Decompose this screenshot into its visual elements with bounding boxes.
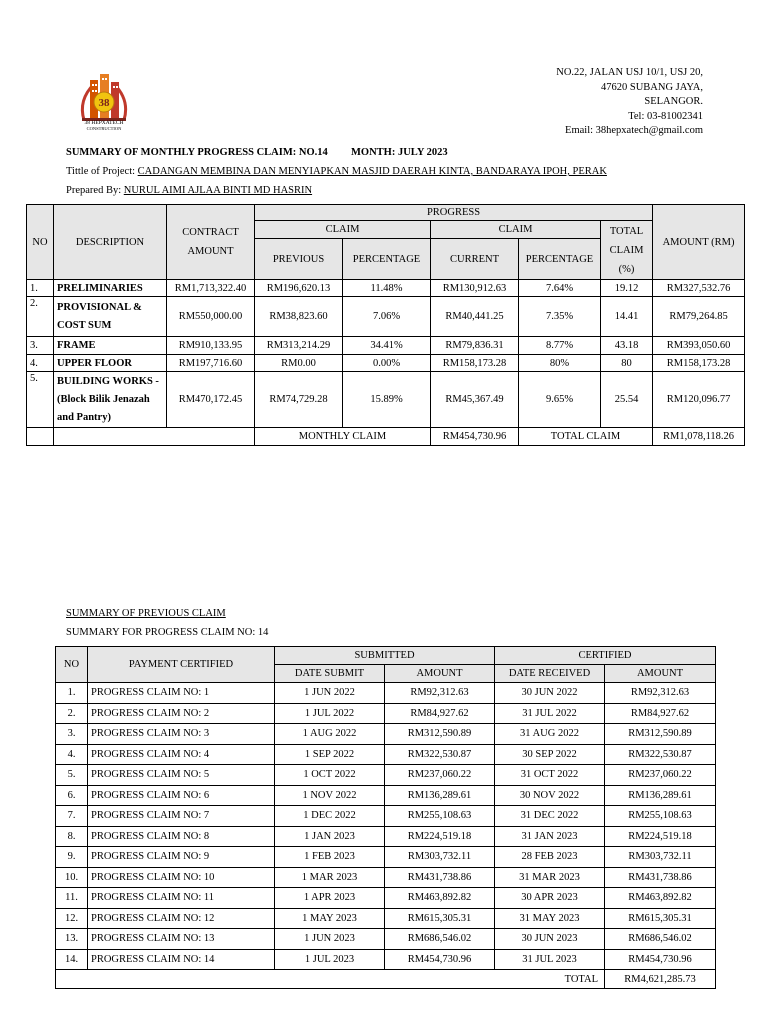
row-date-received: 31 DEC 2022 xyxy=(495,806,605,827)
row-certified-amount: RM454,730.96 xyxy=(605,949,716,970)
row-date-received: 30 APR 2023 xyxy=(495,888,605,909)
row-total-pct: 25.54 xyxy=(601,372,653,428)
row-current-pct: 8.77% xyxy=(519,337,601,355)
row-contract: RM550,000.00 xyxy=(167,297,255,337)
table-row xyxy=(27,372,745,428)
total-claim-label: TOTAL CLAIM xyxy=(519,428,653,446)
table-row xyxy=(56,929,716,950)
table-row xyxy=(56,826,716,847)
row-no: 5. xyxy=(27,372,54,428)
header-amount: AMOUNT (RM) xyxy=(653,205,745,280)
row-previous-pct: 34.41% xyxy=(343,337,431,355)
row-no: 9. xyxy=(56,847,88,868)
header-claim-previous-group: CLAIM xyxy=(255,221,431,239)
row-date-submit: 1 MAY 2023 xyxy=(275,908,385,929)
row-no: 2. xyxy=(56,703,88,724)
svg-text:38: 38 xyxy=(98,97,110,109)
header-submitted-amount: AMOUNT xyxy=(385,665,495,683)
table-row xyxy=(56,867,716,888)
total-label: TOTAL xyxy=(56,970,605,989)
row-date-received: 30 NOV 2022 xyxy=(495,785,605,806)
row-payment-name: PROGRESS CLAIM NO: 3 xyxy=(88,724,275,745)
row-current: RM40,441.25 xyxy=(431,297,519,337)
row-payment-name: PROGRESS CLAIM NO: 7 xyxy=(88,806,275,827)
row-previous: RM313,214.29 xyxy=(255,337,343,355)
row-contract: RM470,172.45 xyxy=(167,372,255,428)
prepared-line xyxy=(66,185,312,196)
row-date-received: 30 SEP 2022 xyxy=(495,744,605,765)
header-previous-percentage: PERCENTAGE xyxy=(343,239,431,280)
row-submitted-amount: RM312,590.89 xyxy=(385,724,495,745)
table-row xyxy=(56,847,716,868)
row-amount: RM120,096.77 xyxy=(653,372,745,428)
table-row xyxy=(27,280,745,297)
row-date-submit: 1 JUN 2022 xyxy=(275,683,385,704)
table-footer-row xyxy=(27,428,745,446)
logo-caption xyxy=(72,120,136,132)
previous-claim-subtitle: SUMMARY FOR PROGRESS CLAIM NO: 14 xyxy=(66,627,269,638)
summary-title-line xyxy=(66,147,448,158)
row-date-submit: 1 OCT 2022 xyxy=(275,765,385,786)
row-description: PRELIMINARIES xyxy=(54,280,167,297)
summary-title: SUMMARY OF MONTHLY PROGRESS CLAIM: NO.14 xyxy=(66,147,328,158)
row-date-submit: 1 MAR 2023 xyxy=(275,867,385,888)
row-payment-name: PROGRESS CLAIM NO: 12 xyxy=(88,908,275,929)
row-current: RM79,836.31 xyxy=(431,337,519,355)
row-certified-amount: RM615,305.31 xyxy=(605,908,716,929)
row-no: 2. xyxy=(27,297,54,337)
company-address xyxy=(556,66,703,139)
row-date-received: 28 FEB 2023 xyxy=(495,847,605,868)
header-previous: PREVIOUS xyxy=(255,239,343,280)
table-row xyxy=(56,765,716,786)
row-date-submit: 1 SEP 2022 xyxy=(275,744,385,765)
row-date-received: 31 OCT 2022 xyxy=(495,765,605,786)
row-submitted-amount: RM303,732.11 xyxy=(385,847,495,868)
prepared-label: Prepared By: xyxy=(66,185,124,196)
previous-claim-table xyxy=(55,646,716,989)
row-certified-amount: RM303,732.11 xyxy=(605,847,716,868)
row-previous-pct: 11.48% xyxy=(343,280,431,297)
table-row xyxy=(56,744,716,765)
row-no: 3. xyxy=(27,337,54,355)
row-no: 5. xyxy=(56,765,88,786)
header-contract-amount: CONTRACT AMOUNT xyxy=(167,205,255,280)
row-date-submit: 1 JAN 2023 xyxy=(275,826,385,847)
table-row xyxy=(27,297,745,337)
row-payment-name: PROGRESS CLAIM NO: 4 xyxy=(88,744,275,765)
header-submitted: SUBMITTED xyxy=(275,647,495,665)
row-payment-name: PROGRESS CLAIM NO: 13 xyxy=(88,929,275,950)
row-certified-amount: RM322,530.87 xyxy=(605,744,716,765)
row-submitted-amount: RM454,730.96 xyxy=(385,949,495,970)
row-no: 8. xyxy=(56,826,88,847)
row-no: 1. xyxy=(56,683,88,704)
row-payment-name: PROGRESS CLAIM NO: 1 xyxy=(88,683,275,704)
progress-claim-table xyxy=(26,204,745,446)
header-total-claim: TOTAL CLAIM (%) xyxy=(601,221,653,280)
table-total-row xyxy=(56,970,716,989)
row-previous: RM74,729.28 xyxy=(255,372,343,428)
row-date-submit: 1 FEB 2023 xyxy=(275,847,385,868)
header-certified-amount: AMOUNT xyxy=(605,665,716,683)
header-no: NO xyxy=(56,647,88,683)
table-row xyxy=(56,703,716,724)
logo-caption-line-1: 38 HEPXATECH xyxy=(84,120,124,126)
row-contract: RM910,133.95 xyxy=(167,337,255,355)
header-certified: CERTIFIED xyxy=(495,647,716,665)
row-previous: RM196,620.13 xyxy=(255,280,343,297)
header-payment-certified: PAYMENT CERTIFIED xyxy=(88,647,275,683)
prepared-by: NURUL AIMI AJLAA BINTI MD HASRIN xyxy=(123,185,313,196)
company-tel: Tel: 03-81002341 xyxy=(628,110,703,122)
row-no: 11. xyxy=(56,888,88,909)
row-submitted-amount: RM84,927.62 xyxy=(385,703,495,724)
row-date-submit: 1 JUL 2023 xyxy=(275,949,385,970)
row-date-submit: 1 DEC 2022 xyxy=(275,806,385,827)
row-total-pct: 19.12 xyxy=(601,280,653,297)
total-value: RM4,621,285.73 xyxy=(605,970,716,989)
row-no: 1. xyxy=(27,280,54,297)
project-title: CADANGAN MEMBINA DAN MENYIAPKAN MASJID DAERAH KINTA, BANDARAYA IPOH, PERAK xyxy=(137,166,607,177)
row-date-submit: 1 AUG 2022 xyxy=(275,724,385,745)
row-current-pct: 80% xyxy=(519,355,601,372)
row-date-received: 31 MAY 2023 xyxy=(495,908,605,929)
row-no: 3. xyxy=(56,724,88,745)
row-amount: RM327,532.76 xyxy=(653,280,745,297)
header-date-submit: DATE SUBMIT xyxy=(275,665,385,683)
table-row xyxy=(56,683,716,704)
row-certified-amount: RM84,927.62 xyxy=(605,703,716,724)
company-email: Email: 38hepxatech@gmail.com xyxy=(565,125,703,136)
row-payment-name: PROGRESS CLAIM NO: 14 xyxy=(88,949,275,970)
row-current: RM45,367.49 xyxy=(431,372,519,428)
row-payment-name: PROGRESS CLAIM NO: 8 xyxy=(88,826,275,847)
row-submitted-amount: RM237,060.22 xyxy=(385,765,495,786)
row-no: 4. xyxy=(56,744,88,765)
row-certified-amount: RM255,108.63 xyxy=(605,806,716,827)
row-description: PROVISIONAL & COST SUM xyxy=(54,297,167,337)
row-payment-name: PROGRESS CLAIM NO: 9 xyxy=(88,847,275,868)
row-submitted-amount: RM431,738.86 xyxy=(385,867,495,888)
row-certified-amount: RM463,892.82 xyxy=(605,888,716,909)
row-current: RM158,173.28 xyxy=(431,355,519,372)
row-description: UPPER FLOOR xyxy=(54,355,167,372)
row-date-submit: 1 NOV 2022 xyxy=(275,785,385,806)
row-certified-amount: RM686,546.02 xyxy=(605,929,716,950)
row-current-pct: 7.64% xyxy=(519,280,601,297)
row-date-received: 31 JAN 2023 xyxy=(495,826,605,847)
row-total-pct: 14.41 xyxy=(601,297,653,337)
row-no: 7. xyxy=(56,806,88,827)
project-line xyxy=(66,166,607,177)
row-no: 14. xyxy=(56,949,88,970)
header-no: NO xyxy=(27,205,54,280)
row-current: RM130,912.63 xyxy=(431,280,519,297)
header-date-received: DATE RECEIVED xyxy=(495,665,605,683)
row-total-pct: 80 xyxy=(601,355,653,372)
row-submitted-amount: RM463,892.82 xyxy=(385,888,495,909)
address-line-3: SELANGOR. xyxy=(644,96,703,107)
row-no: 13. xyxy=(56,929,88,950)
row-amount: RM79,264.85 xyxy=(653,297,745,337)
row-submitted-amount: RM224,519.18 xyxy=(385,826,495,847)
row-amount: RM393,050.60 xyxy=(653,337,745,355)
logo-caption-line-2: CONSTRUCTION xyxy=(86,126,122,131)
table-row xyxy=(56,888,716,909)
monthly-claim-label: MONTHLY CLAIM xyxy=(255,428,431,446)
previous-claim-rows xyxy=(56,683,716,970)
row-submitted-amount: RM686,546.02 xyxy=(385,929,495,950)
row-description: FRAME xyxy=(54,337,167,355)
row-previous-pct: 7.06% xyxy=(343,297,431,337)
table-row xyxy=(56,785,716,806)
row-contract: RM197,716.60 xyxy=(167,355,255,372)
row-payment-name: PROGRESS CLAIM NO: 10 xyxy=(88,867,275,888)
row-date-submit: 1 JUN 2023 xyxy=(275,929,385,950)
row-date-received: 30 JUN 2023 xyxy=(495,929,605,950)
table-row xyxy=(56,949,716,970)
total-claim-value: RM1,078,118.26 xyxy=(653,428,745,446)
row-date-received: 31 JUL 2022 xyxy=(495,703,605,724)
table-row xyxy=(27,355,745,372)
row-submitted-amount: RM92,312.63 xyxy=(385,683,495,704)
row-certified-amount: RM224,519.18 xyxy=(605,826,716,847)
row-current-pct: 9.65% xyxy=(519,372,601,428)
row-previous: RM38,823.60 xyxy=(255,297,343,337)
row-date-received: 30 JUN 2022 xyxy=(495,683,605,704)
row-previous-pct: 0.00% xyxy=(343,355,431,372)
table-row xyxy=(27,337,745,355)
row-previous-pct: 15.89% xyxy=(343,372,431,428)
header-claim-current-group: CLAIM xyxy=(431,221,601,239)
row-submitted-amount: RM136,289.61 xyxy=(385,785,495,806)
row-description: BUILDING WORKS - (Block Bilik Jenazah and Pantry) xyxy=(54,372,167,428)
row-no: 10. xyxy=(56,867,88,888)
project-label: Tittle of Project: xyxy=(66,166,138,177)
table-row xyxy=(56,908,716,929)
previous-claim-title: SUMMARY OF PREVIOUS CLAIM xyxy=(66,608,226,619)
row-date-received: 31 JUL 2023 xyxy=(495,949,605,970)
summary-month: MONTH: JULY 2023 xyxy=(351,147,448,158)
row-submitted-amount: RM322,530.87 xyxy=(385,744,495,765)
monthly-claim-value: RM454,730.96 xyxy=(431,428,519,446)
footer-empty-desc xyxy=(54,428,255,446)
row-certified-amount: RM312,590.89 xyxy=(605,724,716,745)
row-certified-amount: RM237,060.22 xyxy=(605,765,716,786)
row-amount: RM158,173.28 xyxy=(653,355,745,372)
row-contract: RM1,713,322.40 xyxy=(167,280,255,297)
row-date-submit: 1 JUL 2022 xyxy=(275,703,385,724)
row-no: 12. xyxy=(56,908,88,929)
row-payment-name: PROGRESS CLAIM NO: 6 xyxy=(88,785,275,806)
row-date-received: 31 MAR 2023 xyxy=(495,867,605,888)
row-certified-amount: RM431,738.86 xyxy=(605,867,716,888)
row-submitted-amount: RM615,305.31 xyxy=(385,908,495,929)
row-total-pct: 43.18 xyxy=(601,337,653,355)
row-submitted-amount: RM255,108.63 xyxy=(385,806,495,827)
header-description: DESCRIPTION xyxy=(54,205,167,280)
address-line-1: NO.22, JALAN USJ 10/1, USJ 20, xyxy=(556,67,703,78)
address-line-2: 47620 SUBANG JAYA, xyxy=(600,81,703,93)
row-payment-name: PROGRESS CLAIM NO: 5 xyxy=(88,765,275,786)
row-previous: RM0.00 xyxy=(255,355,343,372)
header-current: CURRENT xyxy=(431,239,519,280)
row-certified-amount: RM136,289.61 xyxy=(605,785,716,806)
row-date-submit: 1 APR 2023 xyxy=(275,888,385,909)
row-payment-name: PROGRESS CLAIM NO: 2 xyxy=(88,703,275,724)
footer-empty-no xyxy=(27,428,54,446)
row-current-pct: 7.35% xyxy=(519,297,601,337)
row-no: 6. xyxy=(56,785,88,806)
header-progress: PROGRESS xyxy=(255,205,653,221)
row-payment-name: PROGRESS CLAIM NO: 11 xyxy=(88,888,275,909)
row-date-received: 31 AUG 2022 xyxy=(495,724,605,745)
row-certified-amount: RM92,312.63 xyxy=(605,683,716,704)
header-current-percentage: PERCENTAGE xyxy=(519,239,601,280)
row-no: 4. xyxy=(27,355,54,372)
table-row xyxy=(56,724,716,745)
table-row xyxy=(56,806,716,827)
